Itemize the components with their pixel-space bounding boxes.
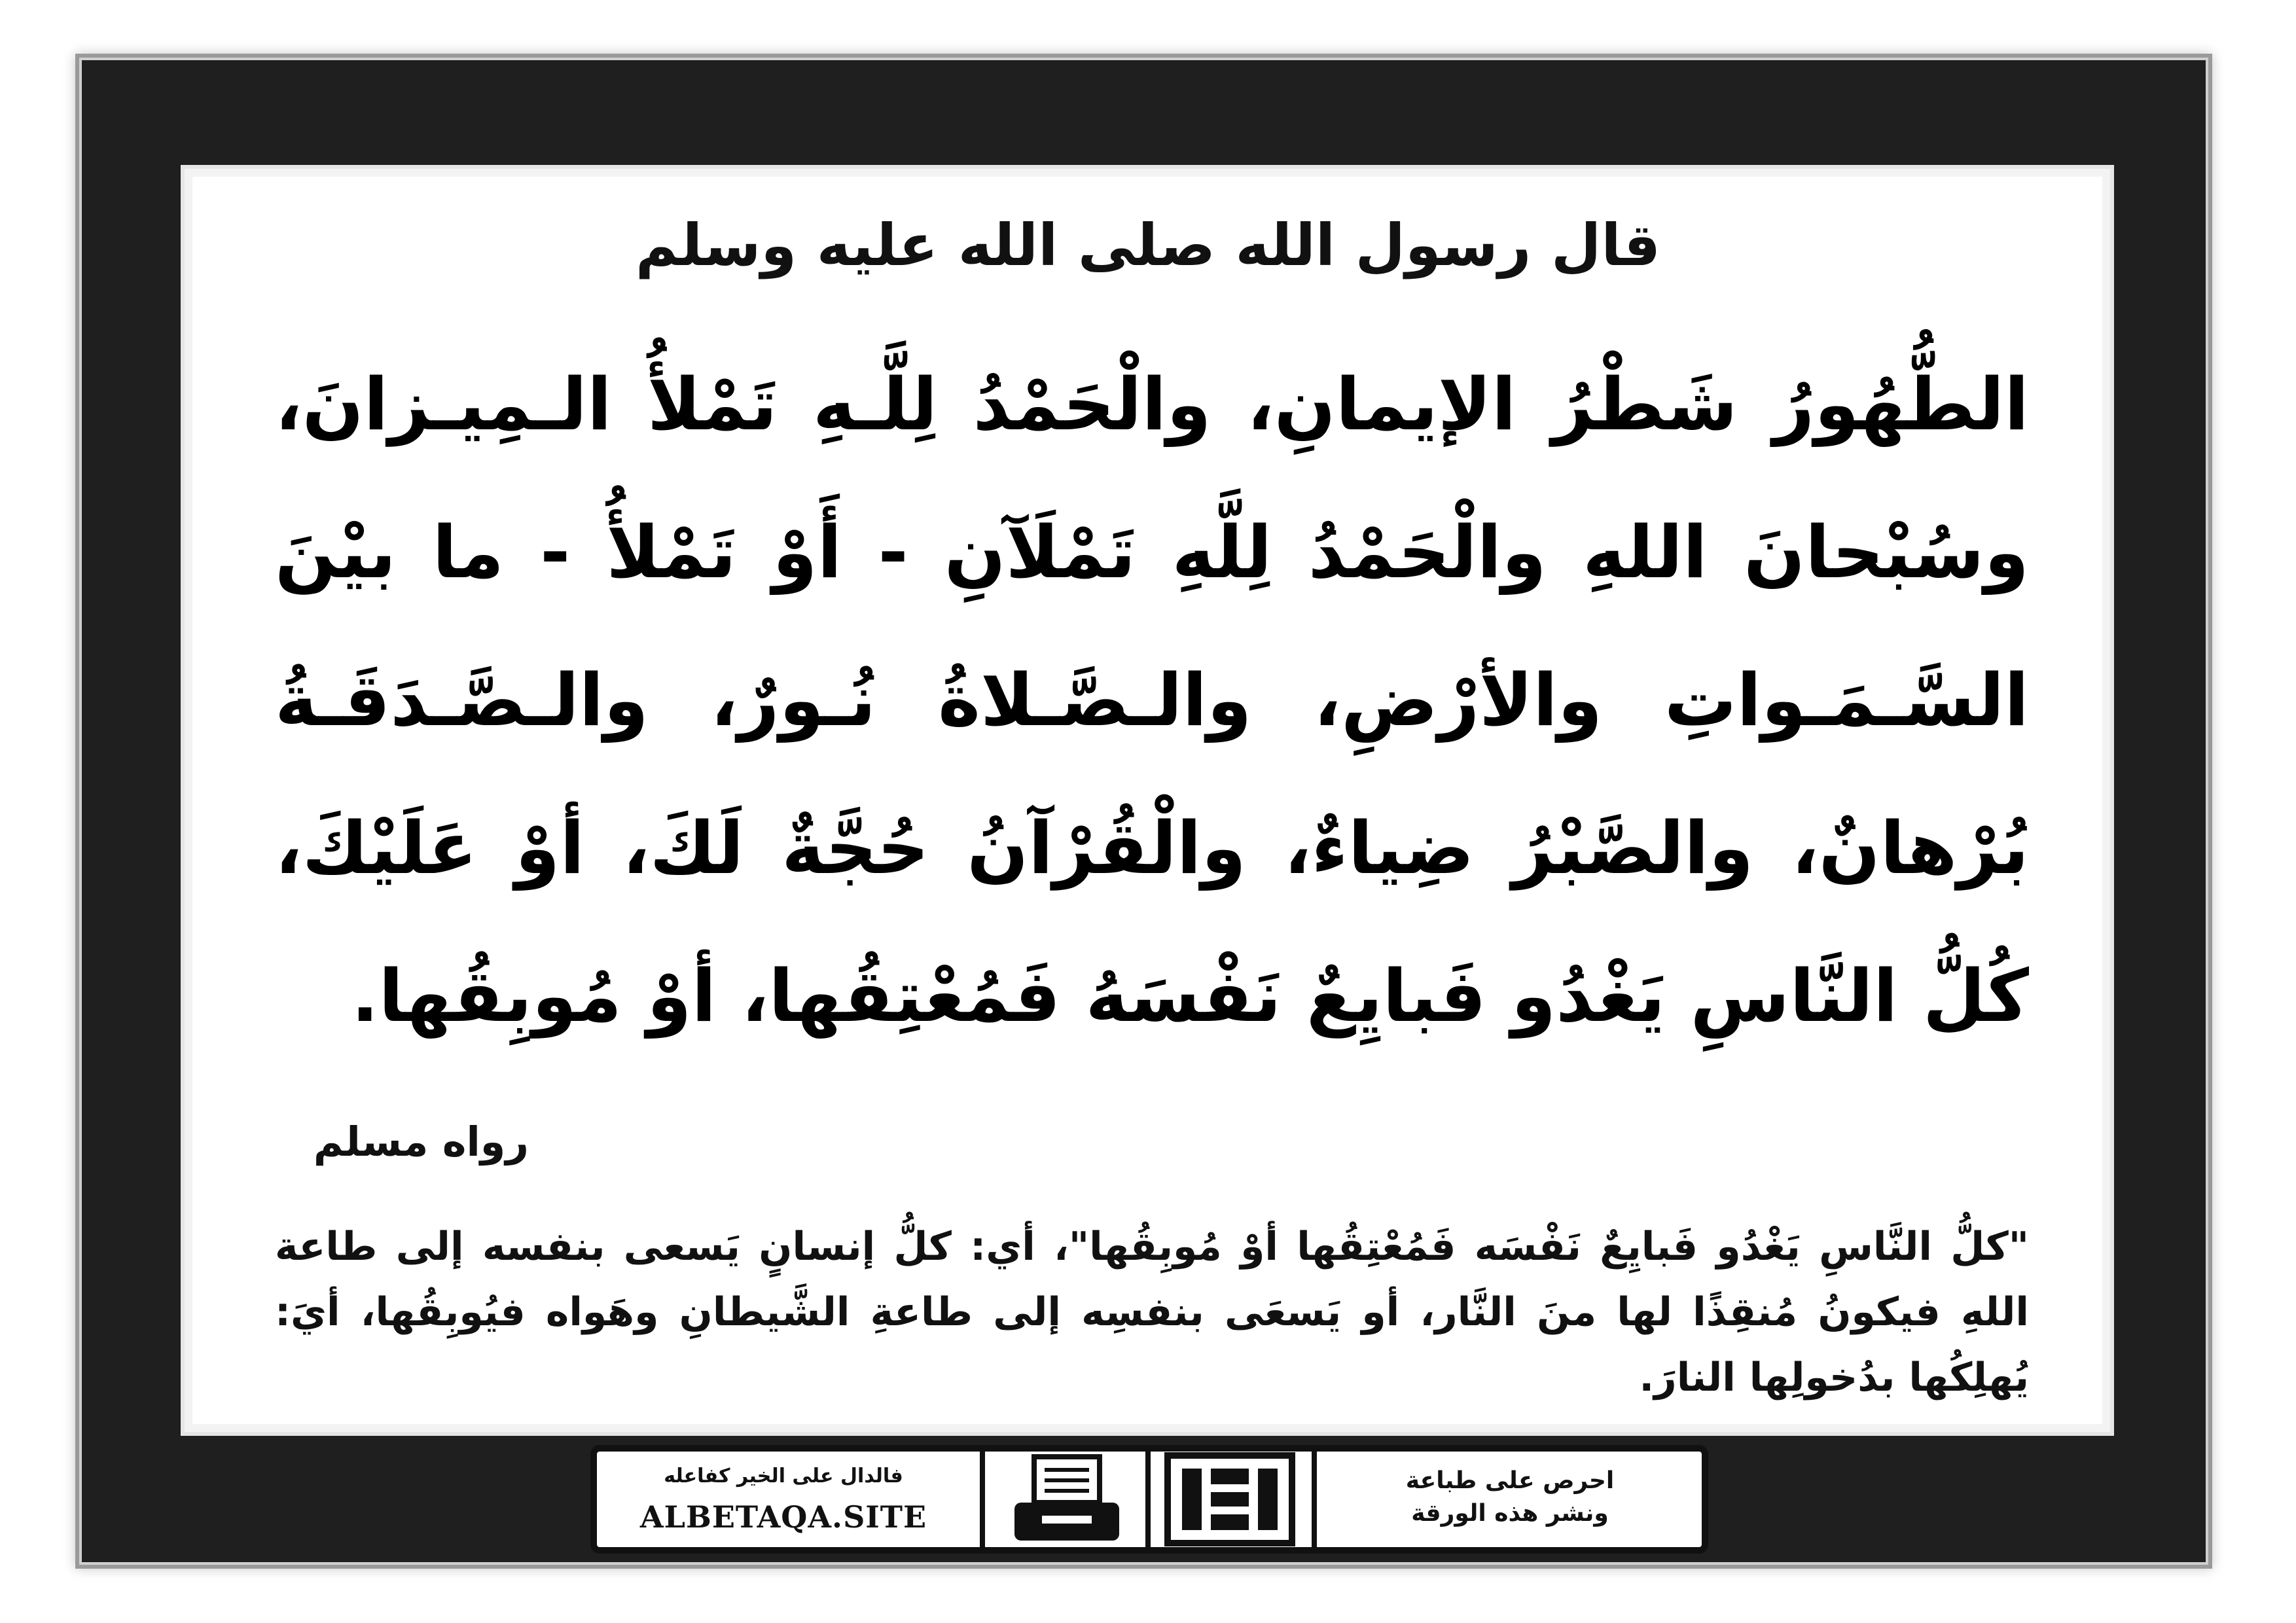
logo-icon	[1155, 1452, 1305, 1547]
banner-divider	[1145, 1452, 1151, 1547]
page-heading: قال رسول الله صلى الله عليه وسلم	[635, 211, 1661, 279]
site-cell	[603, 1458, 963, 1541]
site-link[interactable]: ALBETAQA.SITE	[639, 1499, 927, 1535]
hadith-text: الطُّهُورُ شَطْرُ الإيمانِ، والْحَمْدُ لِلَّـهِ تَمْلأُ الـمِيـزانَ، وسُبْحانَ اللهِ والْحَمْدُ لِلَّهِ تَمْلَآنِ - أَوْ تَمْلأُ - ما بيْنَ السَّـمَـواتِ والأرْضِ، والـصَّـلاةُ نُـورٌ، والـصَّـدَقَـةُ بُرْهانٌ، والصَّبْرُ ضِياءٌ، والْقُرْآنُ حُجَّةٌ لَكَ، أوْ عَلَيْكَ، كُلُّ النَّاسِ يَغْدُو فَبايِعٌ نَفْسَهُ فَمُعْتِقُها، أوْ مُوبِقُها.	[275, 363, 2029, 1038]
banner-tagline: فالدال على الخير كفاعله	[664, 1465, 903, 1488]
explanation-text: "كلُّ النَّاسِ يَغْدُو فَبايِعٌ نَفْسَه فَمُعْتِقُها أوْ مُوبِقُها"، أي: كلُّ إنسانٍ يَسعى بنفسه إلى طاعة اللهِ فيكونُ مُنقِذًا لها منَ النَّار، أو يَسعَى بنفسِه إلى طاعةِ الشَّيطانِ وهَواه فيُوبِقُها، أيَ: يُهلِكُها بدُخولِها النارَ.	[275, 1224, 2029, 1400]
call-line-2: ونشر هذه الورقة	[1411, 1500, 1609, 1527]
call-line-1: احرص على طباعة	[1405, 1467, 1615, 1494]
banner-divider	[1312, 1452, 1317, 1547]
printer-icon	[1001, 1452, 1132, 1547]
footer-banner	[590, 1445, 1708, 1554]
hadith-source: رواه مسلم	[313, 1118, 529, 1166]
call-to-action	[1323, 1458, 1696, 1541]
banner-divider	[980, 1452, 985, 1547]
